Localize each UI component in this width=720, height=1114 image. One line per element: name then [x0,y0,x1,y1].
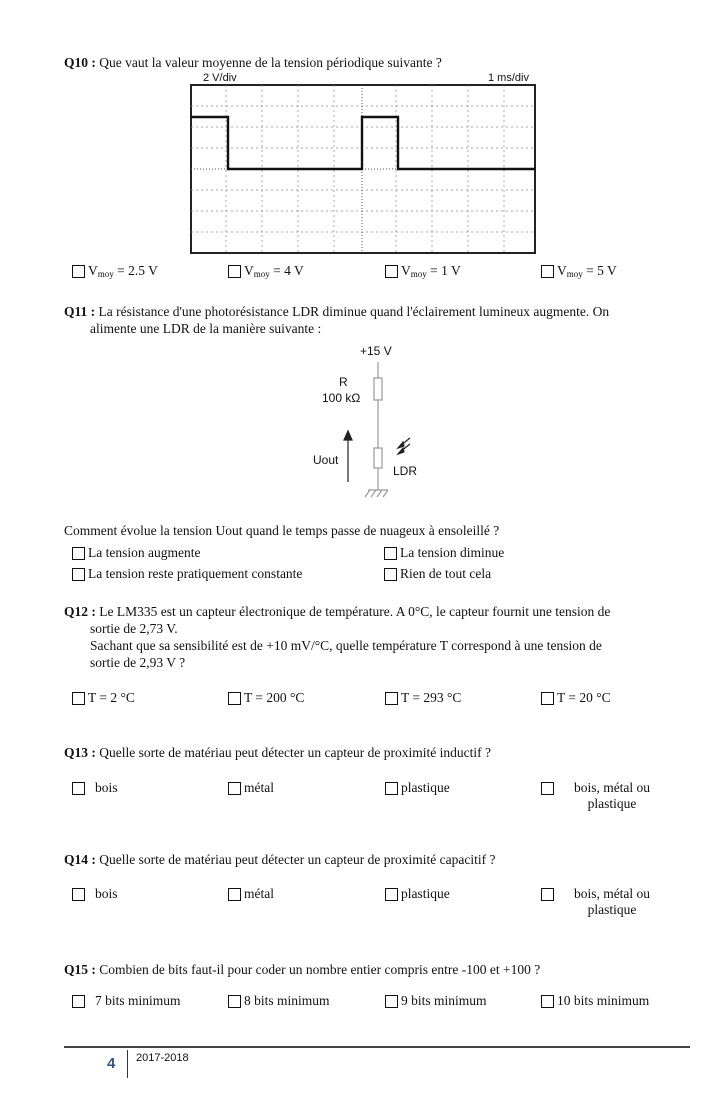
checkbox[interactable] [72,782,85,795]
q15-question: Q15 : Combien de bits faut-il pour coder un nombre entier compris entre -100 et +100 ? [64,962,541,977]
q10-question [64,54,694,71]
circuit-ldr-label: LDR [393,464,418,478]
q13-option-4[interactable]: bois, métal ou plastique [541,780,667,812]
q12-option-1[interactable]: T = 2 °C [72,690,135,706]
q15-number: Q15 : [64,962,96,977]
footer-separator [127,1050,128,1078]
q10-option-3[interactable]: $V_{moy} = 1$ V [385,263,461,282]
q14-option-2[interactable]: métal [228,886,274,902]
q14-number: Q14 : [64,852,96,867]
checkbox[interactable] [228,692,241,705]
checkbox[interactable] [541,888,554,901]
q10-option-4[interactable]: $V_{moy} = 5$ V [541,263,617,282]
checkbox[interactable] [72,888,85,901]
q10-text: Que vaut la valeur moyenne de la tension périodique suivante ? [99,55,442,70]
scope-time-per-div: 1 ms/div [488,72,529,84]
q12-number: Q12 : [64,604,96,619]
footer-divider [64,1046,690,1048]
q12-question: Q12 : Le LM335 est un capteur électronique de température. A 0°C, le capteur fournit une tension de sortie de 2,73 V. Sachant que sa sensibilité est de +10 mV/°C, quelle température T correspond à une tension de sortie de 2,93 V ? [64,604,611,670]
page-number: 4 [107,1055,116,1072]
q14-option-4[interactable]: bois, métal ou plastique [541,886,667,918]
circuit-resistor-value: 100 kΩ [322,391,361,405]
checkbox[interactable] [541,782,554,795]
checkbox[interactable] [228,265,241,278]
q12-option-2[interactable]: T = 200 °C [228,690,304,706]
checkbox[interactable] [541,265,554,278]
checkbox[interactable] [228,995,241,1008]
q12-option-4[interactable]: T = 20 °C [541,690,611,706]
q13-option-3[interactable]: plastique [385,780,450,796]
q13-question: Q13 : Quelle sorte de matériau peut détecter un capteur de proximité inductif ? [64,745,491,760]
circuit-supply-label: +15 V [360,344,392,358]
ldr-circuit-diagram [340,360,420,510]
checkbox[interactable] [72,995,85,1008]
q11-option-4[interactable]: Rien de tout cela [384,566,491,582]
footer-year: 2017-2018 [136,1052,189,1064]
q13-option-2[interactable]: métal [228,780,274,796]
checkbox[interactable] [384,547,397,560]
q14-question: Q14 : Quelle sorte de matériau peut détecter un capteur de proximité capacitif ? [64,852,496,867]
scope-volts-per-div: 2 V/div [203,72,237,84]
q13-number: Q13 : [64,745,96,760]
circuit-uout-label: Uout [313,453,339,467]
checkbox[interactable] [385,888,398,901]
q15-option-4[interactable]: 10 bits minimum [541,993,649,1009]
checkbox[interactable] [228,782,241,795]
checkbox[interactable] [385,692,398,705]
checkbox[interactable] [541,995,554,1008]
q15-option-2[interactable]: 8 bits minimum [228,993,330,1009]
checkbox[interactable] [228,888,241,901]
checkbox[interactable] [541,692,554,705]
checkbox[interactable] [72,692,85,705]
checkbox[interactable] [72,568,85,581]
checkbox[interactable] [72,265,85,278]
q14-option-3[interactable]: plastique [385,886,450,902]
checkbox[interactable] [385,265,398,278]
q12-option-3[interactable]: T = 293 °C [385,690,461,706]
q15-option-1[interactable]: 7 bits minimum [72,993,181,1009]
q10-option-2[interactable]: $V_{moy} = 4$ V [228,263,304,282]
q11-sub-question: Comment évolue la tension Uout quand le temps passe de nuageux à ensoleillé ? [64,523,500,538]
checkbox[interactable] [72,547,85,560]
q15-option-3[interactable]: 9 bits minimum [385,993,487,1009]
q14-option-1[interactable]: bois [72,886,118,902]
q11-text-line2: alimente une LDR de la manière suivante : [90,321,322,336]
q11-option-2[interactable]: La tension diminue [384,545,504,561]
checkbox[interactable] [385,782,398,795]
q11-number: Q11 : [64,304,96,319]
q11-text-line1: La résistance d'une photorésistance LDR diminue quand l'éclairement lumineux augmente. On [98,304,610,319]
q11-option-3[interactable]: La tension reste pratiquement constante [72,566,302,582]
oscilloscope-screen [190,84,542,256]
q11-question [64,303,694,337]
q10-number: Q10 : [64,55,96,70]
checkbox[interactable] [384,568,397,581]
q11-option-1[interactable]: La tension augmente [72,545,200,561]
q13-option-1[interactable]: bois [72,780,118,796]
q10-option-1[interactable]: $V_{moy} = 2.5$ V [72,263,158,282]
checkbox[interactable] [385,995,398,1008]
circuit-resistor-name: R [339,375,348,389]
